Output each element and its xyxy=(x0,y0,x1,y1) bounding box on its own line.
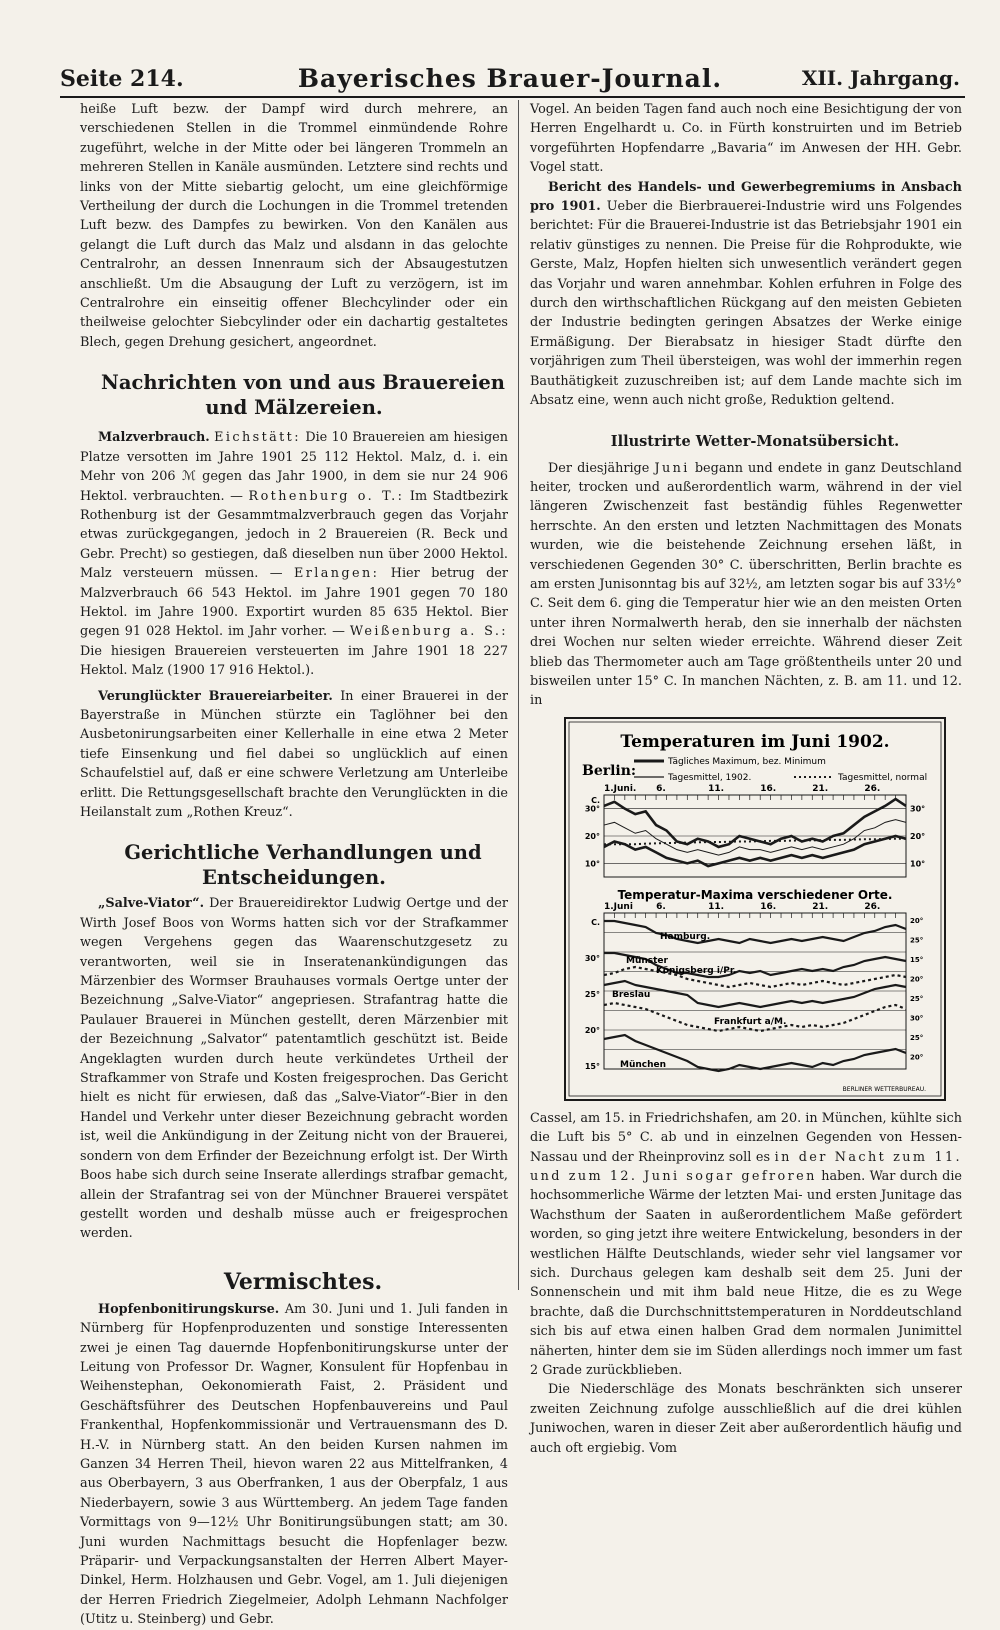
chart1-y-tick-label-right: 30° xyxy=(910,804,926,814)
chart1-x-tick-label: 6. xyxy=(656,783,666,794)
section-heading-wetter: Illustrirte Wetter-Monatsübersicht. xyxy=(610,432,900,450)
chart1-y-tick-label: 30° xyxy=(584,804,600,814)
chart2-y-tick-label: 15° xyxy=(584,1061,600,1071)
bericht-paragraph xyxy=(530,178,962,411)
chart1-y-tick-label: C. xyxy=(591,795,600,805)
hopfen-text: Am 30. Juni und 1. Juli fanden in Nürnberg für Hopfenproduzenten und sonstige Interessenten zwei je einen Tag dauernde Hopfenbonitirungskurse unter der Leitung von Professor Dr. Wagner, Konsulent für Hopfenbau in Weihenstephan, Oekonomierath Faist, 2. Präsident und Geschäftsführer des Deutschen Hopfenbauvereins und Paul Frankenthal, Hopfenkommissionär und Vertrauensmann des D. H.-V. in Nürnberg statt. An den beiden Kursen nahmen im Ganzen 34 Herren Theil, hievon waren 22 aus Mittelfranken, 4 aus Oberbayern, 3 aus Oberfranken, 1 aus der Oberpfalz, 1 aus Niederbayern, sowie 3 aus Württemberg. An jedem Tage fanden Vormittags von 9—12½ Uhr Bonitirungsübungen statt; am 30. Juni wurden Nachmittags besucht die Hopfenlager bezw. Präparir- und Verpackungsanstalten der Herren Albert Mayer-Dinkel, Herm. Holzhausen und Gebr. Vogel, am 1. Juli diejenigen der Herren Friedrich Ziegelmeier, Adolph Lehmann Nachfolger (Utitz u. Steinberg) und Gebr. xyxy=(80,1301,508,1628)
malz-text-2: Im Stadtbezirk Rothenburg ist der Gesammtmalzverbrauch gegen das Vorjahr etwas zurückgegangen, jedoch in 2 Brauereien (R. Beck und Gebr. Precht) so gestiegen, daß dieselben nun über 2000 Hektol. Malz versteuern müssen. — xyxy=(80,488,508,582)
place-eichstaett: Eichstätt: xyxy=(214,430,301,446)
chart1-x-tick-label: 26. xyxy=(864,783,881,794)
wetter-paragraph-3: Die Niederschläge des Monats beschränkten sich unserer zweiten Zeichnung zufolge ausschließlich auf die drei kühlen Juniwochen, waren in dieser Zeit aber außerordentlich häufig und auch oft ergiebig. Vom xyxy=(530,1382,962,1456)
chart2-y-tick-label-right: 25° xyxy=(910,936,924,945)
chart2-x-tick-label: 6. xyxy=(656,901,666,912)
bericht-label: Bericht des Handels- und Gewerbegremiums in Ansbach pro 1901. xyxy=(530,179,962,215)
chart2-y-tick-label: 20° xyxy=(584,1025,600,1035)
wetter-p1b: begann und endete in ganz Deutschland heiter, trocken und außerordentlich warm, während in der viel längeren Zwischenzeit fast beständig fühles Regenwetter herrschte. An den ersten und letzten Nachmittagen des Monats wurden, wie die beistehende Zeichnung ersehen läßt, in verschiedenen Gegenden 30° C. überschritten, Berlin brachte es am ersten Junisonntag bis auf 32½, am letzten sogar bis auf 33½° C. Seit dem 6. ging die Temperatur hier wie an den meisten Orten unter ihren Normalwerth herab, den sie innerhalb der nächsten drei Wochen nur selten wieder erreichte. Während dieser Zeit blieb das Thermometer auch am Tage größtentheils unter 20 und bisweilen unter 15° C. In manchen Nächten, z. B. am 11. und 12. in xyxy=(530,460,963,709)
chart2-series-label: Münster xyxy=(626,955,668,966)
malz-text-1: Die 10 Brauereien am hiesigen Platze versotten im Jahre 1901 25 112 Hektol. Malz, d. i. ein Mehr von 206 ℳ gegen das Jahr 1900, in dem sie nur 24 906 Hektol. verbrauchten. — xyxy=(80,430,509,504)
malz-text-4: Die hiesigen Brauereien versteuerten im Jahre 1901 18 227 Hektol. Malz (1900 17 916 Hektol.). xyxy=(80,643,508,679)
place-rothenburg: Rothenburg o. T.: xyxy=(248,488,405,504)
chart2-y-tick-label-right: 15° xyxy=(910,955,924,964)
chart2-y-tick-label-right: 30° xyxy=(910,1014,924,1023)
chart2-x-tick-label: 21. xyxy=(812,901,829,912)
legend-mean: Tagesmittel, 1902. xyxy=(668,772,752,783)
chart2-y-tick-label-right: 20° xyxy=(910,1053,924,1062)
wetter-p2a: Cassel, am 15. in Friedrichshafen, am 20. in München, kühlte sich die Luft bis 5° C. ab und in einzelnen Gegenden von Hessen-Nassau und der Rheinprovinz soll es xyxy=(530,1110,962,1165)
salve-viator-text: Der Brauereidirektor Ludwig Oertge und der Wirth Josef Boos von Worms hatten sich vor der Strafkammer wegen Vergehens gegen das Waarenschutzgesetz zu verantworten, weil sie in Inseratenankündigungen das Märzenbier des Wormser Brauhauses vormals Oertge unter der Bezeichnung „Salve-Viator“ angepriesen. Strafantrag hatte die Paulauer Brauerei in München gestellt, deren Märzenbier mit der Bezeichnung „Salvator“ patentamtlich geschützt ist. Beide Angeklagten wurden durch heute verkündetes Urtheil der Strafkammer von Strafe und Kosten freigesprochen. Das Gericht hielt es nicht für erwiesen, daß das „Salve-Viator“-Bier in den Handel und Verkehr unter dieser Bezeichnung gebracht worden ist, weil die Ankündigung in der Zeitung nicht von der Brauerei, sondern von dem Erfinder der Bezeichnung erfolgt ist. Der Wirth Boos habe sich durch seine Inserate allerdings strafbar gemacht, allein der Strafantrag sei von der Münchner Brauerei verspätet gestellt worden und deshalb müsse auch er freigesprochen werden. xyxy=(80,896,508,1242)
chart1-x-tick-label: 21. xyxy=(812,783,829,794)
salve-viator-label: „Salve-Viator“. xyxy=(98,896,205,912)
chart2-x-tick-label: 1.Juni xyxy=(604,901,633,912)
chart2-series-label: München xyxy=(620,1059,667,1070)
section-heading-vermischtes: Vermischtes. xyxy=(223,1268,383,1295)
chart2-series-label: Frankfurt a/M. xyxy=(714,1016,787,1027)
legend-normal: Tagesmittel, normal xyxy=(838,772,928,783)
chart1-x-tick-label: 16. xyxy=(760,783,777,794)
unfall-text: In einer Brauerei in der Bayerstraße in München stürzte ein Taglöhner bei den Ausbetonirungsarbeiten einer Kellerhalle in eine etwa 2 Meter tiefe Einsenkung und fiel dabei so unglücklich auf einen Schaufelstiel auf, daß er eine schwere Verletzung am Unterleibe erlitt. Die Rettungsgesellschaft brachte den Verunglückten in die Heilanstalt zum „Rothen Kreuz“. xyxy=(80,688,508,820)
wetter-p1a: Der diesjährige xyxy=(548,460,655,476)
malz-text-3: Hier betrug der Malzverbrauch 66 543 Hektol. im Jahre 1901 gegen 70 180 Hektol. im Jahre 1900. Exportirt wurden 85 635 Hektol. Bier gegen 91 028 Hektol. im Jahr vorher. — xyxy=(80,566,508,640)
salve-viator-paragraph xyxy=(80,894,508,1243)
right-column xyxy=(530,100,962,1458)
chart2-y-tick-label-right: 20° xyxy=(910,975,924,984)
chart2-title: Temperatur-Maxima verschiedener Orte. xyxy=(617,887,893,902)
chart1-y-tick-label: 10° xyxy=(584,859,600,869)
wetter-juni: Juni xyxy=(654,460,690,476)
chart2-y-tick-label: C. xyxy=(591,917,600,927)
unfall-paragraph xyxy=(80,687,508,823)
hopfen-label: Hopfenbonitirungskurse. xyxy=(98,1301,280,1317)
chart1-y-tick-label-right: 20° xyxy=(910,831,926,841)
chart2-series-label: Hamburg. xyxy=(660,931,711,942)
chart1-y-tick-label-right: 10° xyxy=(910,859,926,869)
chart2-y-tick-label: 30° xyxy=(584,953,600,963)
chart1-y-tick-label: 20° xyxy=(584,831,600,841)
volume-label: XII. Jahrgang. xyxy=(801,66,960,90)
chart1-x-tick-label: 1.Juni. xyxy=(604,783,637,794)
section-heading-gericht: Gerichtliche Verhandlungen und Entscheidungen. xyxy=(124,841,482,890)
header-rule xyxy=(60,96,965,98)
place-erlangen: Erlangen: xyxy=(293,566,380,582)
chart-credit: BERLINER WETTERBUREAU. xyxy=(842,1085,926,1093)
wetter-frost: in der Nacht zum 11. und zum 12. Juni sogar gefroren xyxy=(530,1149,962,1184)
chart2-x-tick-label: 11. xyxy=(708,901,725,912)
chart2-series-label: Königsberg i/Pr. xyxy=(656,965,737,976)
chart1-x-tick-label: 11. xyxy=(708,783,725,794)
chart2-y-tick-label-right: 25° xyxy=(910,994,924,1003)
chart2-series-label: Breslau xyxy=(612,989,651,1000)
page-number: Seite 214. xyxy=(60,66,184,92)
continuation-paragraph: Vogel. An beiden Tagen fand auch noch eine Besichtigung der von Herren Engelhardt u. Co. in Fürth konstruirten und im Betrieb vorgeführten Hopfendarre „Bavaria“ im Anwesen der HH. Gebr. Vogel statt. xyxy=(530,102,962,176)
intro-paragraph: heiße Luft bezw. der Dampf wird durch mehrere, an verschiedenen Stellen in die Trommel einmündende Rohre zugeführt, welche in der Mitte oder bei längeren Trommeln an mehreren Stellen in Kanäle ausmünden. Letztere sind rechts und links von der Mitte siebartig gelocht, um eine gleichförmige Vertheilung der durch die Lochungen in die Trommel tretenden Luft bezw. des Dampfes zu bewirken. Von den Kanälen aus gelangt die Luft durch das Malz und alsdann in das gelochte Centralrohr, an dessen Innenraum sich der Absaugestutzen anschließt. Um die Absaugung der Luft zu verzögern, ist im Centralrohre ein einseitig offener Blechcylinder oder ein theilweise gelochter Siebcylinder oder ein dachartig gestaltetes Blech, gegen Drehung gesichert, angeordnet. xyxy=(80,102,508,350)
temperature-chart-svg xyxy=(564,717,946,1101)
wetter-paragraph-1 xyxy=(530,459,962,711)
temperature-chart xyxy=(564,717,946,1101)
left-column xyxy=(80,100,508,1630)
chart2-y-tick-label-right: 20° xyxy=(910,916,924,925)
chart2-x-tick-label: 26. xyxy=(864,901,881,912)
chart2-y-tick-label-right: 25° xyxy=(910,1033,924,1042)
wetter-paragraph-2 xyxy=(530,1109,962,1381)
malzverbrauch-paragraph xyxy=(80,428,508,680)
malzverbrauch-label: Malzverbrauch. xyxy=(98,430,210,446)
column-divider xyxy=(518,100,519,1290)
section-heading-brauereien: Nachrichten von und aus Brauereien und Mälzereien. xyxy=(101,371,505,420)
chart2-x-tick-label: 16. xyxy=(760,901,777,912)
bericht-text: Ueber die Bierbrauerei-Industrie wird uns Folgendes berichtet: Für die Brauerei-Industrie ist das Betriebsjahr 1901 ein relativ günstiges zu nennen. Die Preise für die Rohprodukte, wie Gerste, Malz, Hopfen hielten sich unwesentlich verändert gegen das Vorjahr und waren annehmbar. Kohlen erfuhren in Folge des durch den wirthschaftlichen Rückgang auf den meisten Gebieten der Industrie bedingten geringen Absatzes der Werke einige Ermäßigung. Der Bierabsatz in hiesiger Stadt dürfte den vorjährigen zum Theil übersteigen, was wohl der immerhin regen Bauthätigkeit zuzuschreiben ist; auf dem Lande machte sich im Absatz eine, wenn auch nicht große, Reduktion geltend. xyxy=(530,199,962,409)
hopfen-paragraph xyxy=(80,1300,508,1630)
wetter-p2b: haben. War durch die hochsommerliche Wärme der letzten Mai- und ersten Junitage das Wachsthum der Saaten in außerordentlichem Maße gefördert worden, so ging jetzt ihre weitere Entwickelung, besonders in der westlichen Hälfte Deutschlands, wieder sehr viel langsamer vor sich. Durchaus gelegen kam deshalb seit dem 25. Juni der Sonnenschein und mit ihm bald neue Hitze, die es zu Wege brachte, daß die Durchschnittstemperaturen in Norddeutschland sich bis auf etwa einen halben Grad dem normalen Junimittel näherten, hinter dem sie im Süden allerdings noch immer um fast 2 Grade zurückblieben. xyxy=(530,1169,962,1379)
page-header xyxy=(60,62,960,96)
journal-title: Bayerisches Brauer-Journal. xyxy=(297,64,723,93)
chart1-title: Temperaturen im Juni 1902. xyxy=(620,731,890,752)
chart1-place: Berlin: xyxy=(582,762,637,779)
place-weissenburg: Weißenburg a. S.: xyxy=(349,624,509,640)
unfall-label: Verunglückter Brauereiarbeiter. xyxy=(98,688,333,704)
legend-minmax: Tägliches Maximum, bez. Minimum xyxy=(668,756,826,767)
chart2-y-tick-label: 25° xyxy=(584,989,600,999)
